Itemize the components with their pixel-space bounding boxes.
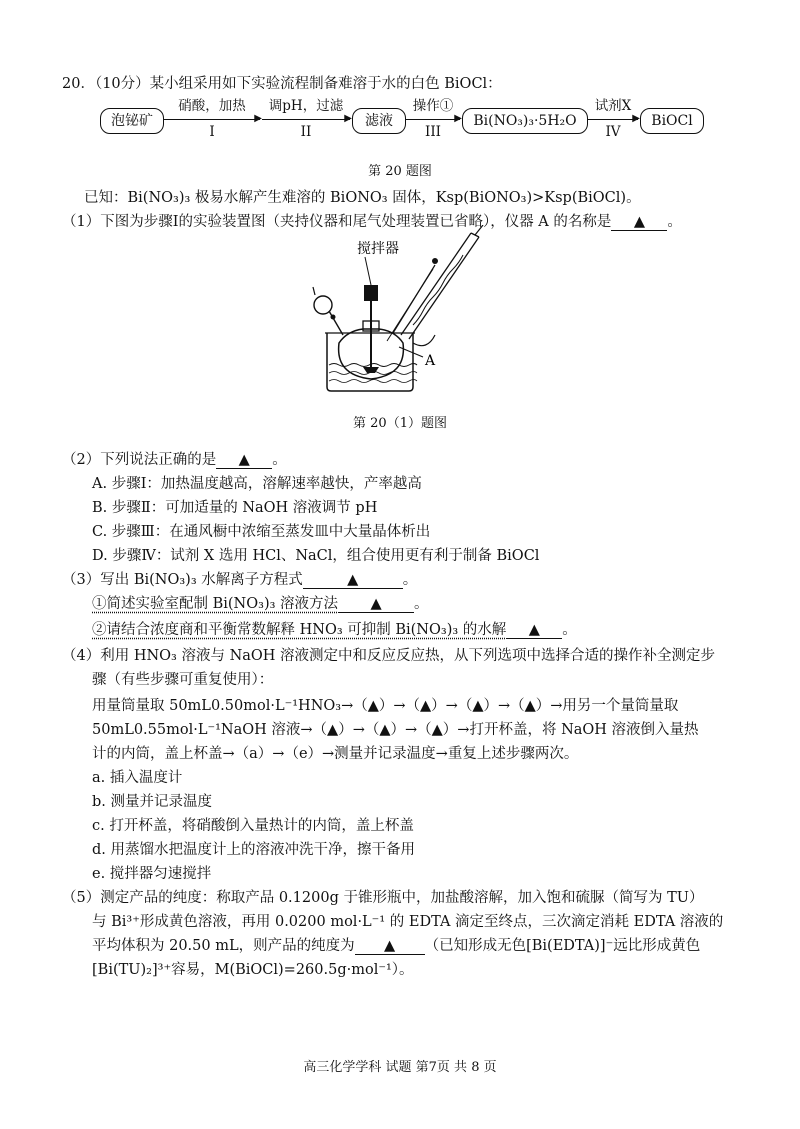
flow-step-4-condition: 试剂X	[594, 98, 632, 114]
q2-answer-blank: ▲	[216, 452, 272, 469]
q3-sub1-end: 。	[414, 596, 429, 612]
q4-option-c: c. 打开杯盖，将硝酸倒入量热计的内筒，盖上杯盖	[92, 818, 414, 834]
figure-caption: 第 20（1）题图	[353, 416, 447, 431]
q4-line-3: 用量筒量取 50mL0.50mol·L⁻¹HNO₃→（▲）→（▲）→（▲）→（▲）→用另一个量筒量取	[92, 698, 679, 714]
q3-text: （3）写出 Bi(NO₃)₃ 水解离子方程式	[62, 572, 303, 588]
flow-node-product: BiOCl	[640, 108, 704, 134]
flow-step-3	[406, 98, 460, 144]
flow-caption: 第 20 题图	[368, 164, 432, 179]
arrow-head-icon: ▶	[454, 113, 462, 124]
condenser-a	[401, 233, 471, 335]
q4-line-5: 计的内筒，盖上杯盖→（a）→（e）→测量并记录温度→重复上述步骤两次。	[92, 746, 579, 762]
q5-answer-blank: ▲	[355, 938, 425, 955]
q3-sub2-end: 。	[562, 622, 577, 638]
flow-node-crystal: Bi(NO₃)₃·5H₂O	[462, 108, 588, 134]
flow-step-2-condition: 调pH，过滤	[268, 98, 344, 114]
flow-step-2	[262, 98, 350, 144]
q2-stem	[62, 450, 287, 470]
q4-option-b: b. 测量并记录温度	[92, 794, 212, 810]
flow-step-3-condition: 操作①	[412, 98, 454, 114]
dropping-funnel	[314, 296, 332, 314]
q3-sub2	[92, 620, 577, 640]
stirrer-motor	[364, 285, 378, 301]
known-info: 已知：Bi(NO₃)₃ 极易水解产生难溶的 BiONO₃ 固体，Ksp(BiONO₃)>Ksp(BiOCl)。	[84, 190, 641, 206]
q5-line-4: [Bi(TU)₂]³⁺容易，M(BiOCl)=260.5g·mol⁻¹）。	[92, 962, 414, 978]
arrow-head-icon: ▶	[344, 113, 352, 124]
q2-stem-text: （2）下列说法正确的是	[62, 452, 217, 468]
arrow-head-icon: ▶	[254, 113, 262, 124]
page-footer: 高三化学学科 试题 第7页 共 8 页	[303, 1060, 497, 1075]
q5-line-1: （5）测定产品的纯度：称取产品 0.1200g 于锥形瓶中，加盐酸溶解，加入饱和硫脲（简写为 TU）	[62, 890, 704, 906]
flow-step-3-number: III	[425, 124, 441, 140]
flow-step-1	[164, 98, 260, 144]
q5-line-3-text: 平均体积为 20.50 mL，则产品的纯度为	[92, 938, 355, 954]
q5-line-2: 与 Bi³⁺形成黄色溶液，再用 0.0200 mol·L⁻¹ 的 EDTA 滴定至终点，三次滴定消耗 EDTA 溶液的	[92, 914, 724, 930]
q2-option-a: A. 步骤Ⅰ：加热温度越高，溶解速率越快，产率越高	[92, 476, 422, 492]
q4-option-d: d. 用蒸馏水把温度计上的溶液冲洗干净，擦干备用	[92, 842, 415, 858]
q4-option-a: a. 插入温度计	[92, 770, 183, 786]
q2-option-c: C. 步骤Ⅲ：在通风橱中浓缩至蒸发皿中大量晶体析出	[92, 524, 431, 540]
flow-step-1-number: I	[209, 124, 215, 140]
stirrer-label: 搅拌器	[357, 241, 399, 257]
q3-sub1-blank: ▲	[338, 596, 414, 613]
process-flow	[100, 98, 740, 144]
q3-answer-blank: ▲	[303, 572, 403, 589]
q2-option-b: B. 步骤Ⅱ：可加适量的 NaOH 溶液调节 pH	[92, 500, 378, 516]
apparatus-drawing	[295, 225, 535, 400]
flow-node-filtrate: 滤液	[352, 108, 406, 134]
q2-option-d: D. 步骤Ⅳ：试剂 X 选用 HCl、NaCl，组合使用更有利于制备 BiOCl	[92, 548, 540, 564]
q1-end: 。	[667, 214, 682, 230]
q4-option-e: e. 搅拌器匀速搅拌	[92, 866, 212, 882]
q3-sub1-text: ①简述实验室配制 Bi(NO₃)₃ 溶液方法	[92, 596, 339, 612]
apparatus-label-a: A	[425, 353, 436, 369]
apparatus-figure	[295, 225, 535, 400]
q4-line-1: （4）利用 HNO₃ 溶液与 NaOH 溶液测定中和反应反应热，从下列选项中选择合适的操作补全测定步	[62, 648, 716, 664]
q3-main	[62, 570, 417, 590]
question-header: 20．（10分）某小组采用如下实验流程制备难溶于水的白色 BiOCl：	[62, 76, 502, 92]
flow-step-1-condition: 硝酸，加热	[178, 98, 246, 114]
flow-node-ore: 泡铋矿	[100, 108, 164, 134]
q3-sub2-blank: ▲	[506, 622, 562, 639]
q3-sub2-text: ②请结合浓度商和平衡常数解释 HNO₃ 可抑制 Bi(NO₃)₃ 的水解	[92, 622, 507, 638]
q1-answer-blank: ▲	[611, 214, 667, 231]
q2-stem-end: 。	[272, 452, 287, 468]
q3-end: 。	[402, 572, 418, 588]
arrow-head-icon: ▶	[632, 113, 640, 124]
q4-line-4: 50mL0.55mol·L⁻¹NaOH 溶液→（▲）→（▲）→（▲）→打开杯盖，将 NaOH 溶液倒入量热	[92, 722, 699, 738]
q5-line-3	[92, 936, 700, 956]
q4-line-2: 骤（有些步骤可重复使用）：	[92, 672, 274, 688]
flow-step-4	[588, 98, 638, 144]
q5-line-3-note: （已知形成无色[Bi(EDTA)]⁻远比形成黄色	[424, 938, 701, 954]
flow-step-4-number: IV	[605, 124, 621, 140]
flow-step-2-number: II	[300, 124, 312, 140]
q1-text: （1）下图为步骤Ⅰ的实验装置图（夹持仪器和尾气处理装置已省略），仪器 A 的名称是	[62, 214, 612, 230]
q3-sub1	[92, 594, 429, 614]
